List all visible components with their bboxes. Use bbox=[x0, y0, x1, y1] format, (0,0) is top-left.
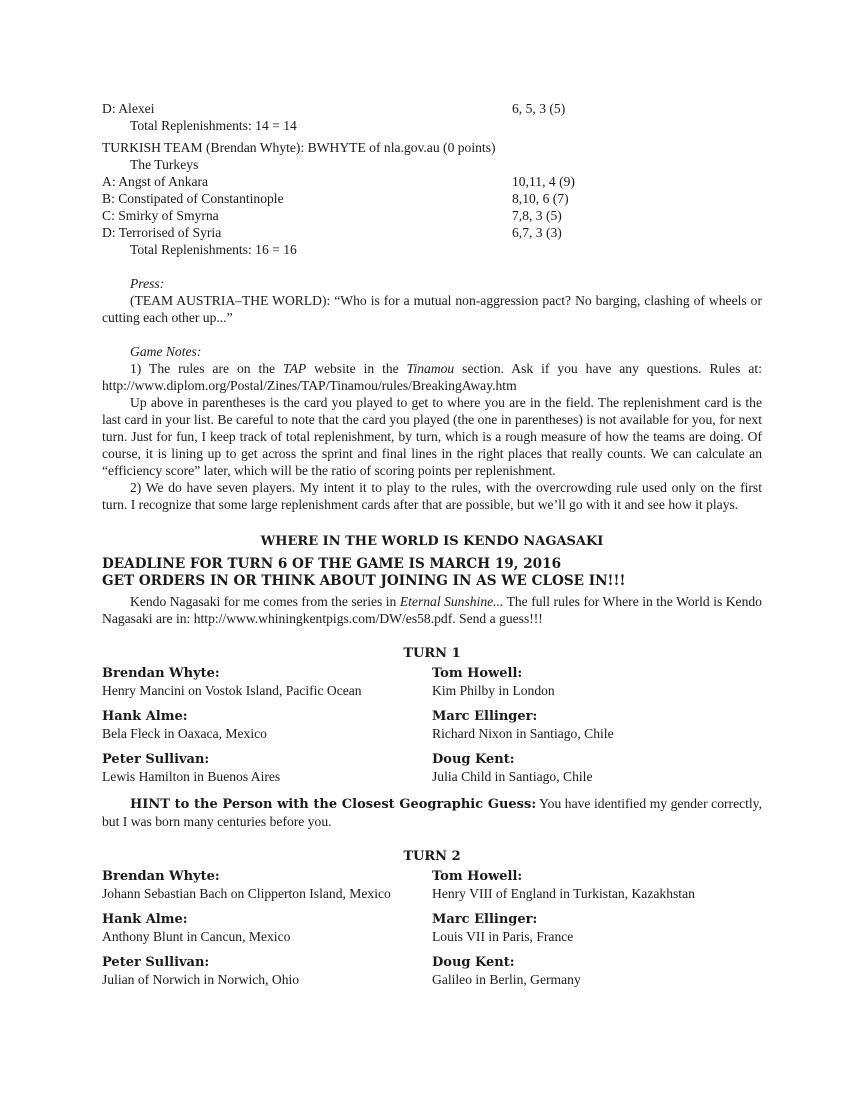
guess-entry bbox=[432, 708, 762, 742]
rider-label: D: Alexei bbox=[102, 101, 155, 116]
rider-label: B: Constipated of Constantinople bbox=[102, 191, 284, 206]
player-name: Marc Ellinger: bbox=[432, 709, 538, 724]
guess-text: Bela Fleck in Oaxaca, Mexico bbox=[102, 726, 267, 741]
player-name: Tom Howell: bbox=[432, 869, 523, 884]
guess-entry bbox=[432, 751, 762, 785]
guess-text: Henry VIII of England in Turkistan, Kazakhstan bbox=[432, 886, 695, 901]
rider-value: 10,11, 4 (9) bbox=[512, 174, 575, 189]
note-tinamou: Tinamou bbox=[406, 361, 455, 376]
press-text: (TEAM AUSTRIA–THE WORLD): “Who is for a mutual non-aggression pact? No barging, clashing of wheels or cutting each other up...” bbox=[102, 293, 762, 325]
guess-entry bbox=[102, 868, 432, 902]
turn-2-title: TURN 2 bbox=[403, 849, 461, 864]
rider-value: 8,10, 6 (7) bbox=[512, 191, 569, 206]
guess-text: Johann Sebastian Bach on Clipperton Island, Mexico bbox=[102, 886, 391, 901]
player-name: Hank Alme: bbox=[102, 912, 188, 927]
guess-text: Julia Child in Santiago, Chile bbox=[432, 769, 593, 784]
turkish-team-name: The Turkeys bbox=[130, 157, 199, 172]
rider-label: C: Smirky of Smyrna bbox=[102, 208, 219, 223]
guess-entry bbox=[432, 665, 762, 699]
guess-text: Lewis Hamilton in Buenos Aires bbox=[102, 769, 281, 784]
total-replenishments: Total Replenishments: 14 = 14 bbox=[130, 118, 297, 133]
player-name: Brendan Whyte: bbox=[102, 666, 220, 681]
player-name: Tom Howell: bbox=[432, 666, 523, 681]
intro-text: The full rules for Where in the World is Kendo Nagasaki are in: http://www.whiningkentpigs.com/DW/es58.pdf. Send a guess!!! bbox=[102, 594, 762, 626]
hint-text: You have identified my gender correctly, but I was born many centuries before you. bbox=[102, 796, 762, 829]
guess-entry bbox=[102, 954, 432, 988]
deadline-line: DEADLINE FOR TURN 6 OF THE GAME IS MARCH 19, 2016 bbox=[102, 556, 562, 572]
turn-2-guesses bbox=[102, 868, 762, 988]
note-text: 1) The rules are on the bbox=[130, 361, 284, 376]
turn-1-guesses bbox=[102, 665, 762, 785]
press-title: Press: bbox=[130, 276, 165, 291]
guess-text: Julian of Norwich in Norwich, Ohio bbox=[102, 972, 300, 987]
player-name: Peter Sullivan: bbox=[102, 955, 210, 970]
intro-series: Eternal Sunshine... bbox=[399, 594, 504, 609]
player-name: Marc Ellinger: bbox=[432, 912, 538, 927]
intro-text: Kendo Nagasaki for me comes from the series in bbox=[130, 594, 400, 609]
guess-text: Richard Nixon in Santiago, Chile bbox=[432, 726, 614, 741]
notes-title: Game Notes: bbox=[130, 344, 202, 359]
note-1 bbox=[102, 360, 762, 394]
note-tap: TAP bbox=[283, 361, 307, 376]
rider-row bbox=[102, 224, 762, 241]
rider-value: 7,8, 3 (5) bbox=[512, 208, 562, 223]
hint bbox=[102, 795, 762, 830]
note-rules-link: section. Ask if you have any questions. Rules at: http://www.diplom.org/Postal/Zines/TAP/Tinamou/rules/BreakingAway.htm bbox=[102, 361, 762, 393]
player-name: Brendan Whyte: bbox=[102, 869, 220, 884]
player-name: Hank Alme: bbox=[102, 709, 188, 724]
guess-text: Kim Philby in London bbox=[432, 683, 555, 698]
rider-label: A: Angst of Ankara bbox=[102, 174, 209, 189]
total-replenishments: Total Replenishments: 16 = 16 bbox=[130, 242, 297, 257]
guess-entry bbox=[432, 868, 762, 902]
player-name: Doug Kent: bbox=[432, 752, 515, 767]
guess-entry bbox=[102, 665, 432, 699]
note-paragraph: Up above in parentheses is the card you played to get to where you are in the field. The replenishment card is the last card in your list. Be careful to note that the card you played (the one in parentheses) is not available for you, for next turn. Just for fun, I keep track of total replenishment, by turn, which is a rough measure of how the teams are doing. Of course, it is lining up to get across the sprint and final lines in the right places that really counts. We can calculate an “efficiency score” later, which will be the ratio of scoring points per replenishment. bbox=[102, 395, 762, 478]
player-name: Peter Sullivan: bbox=[102, 752, 210, 767]
turkish-team-header: TURKISH TEAM (Brendan Whyte): BWHYTE of nla.gov.au (0 points) bbox=[102, 140, 496, 155]
deadline-line: GET ORDERS IN OR THINK ABOUT JOINING IN AS WE CLOSE IN!!! bbox=[102, 573, 626, 589]
guess-text: Henry Mancini on Vostok Island, Pacific Ocean bbox=[102, 683, 362, 698]
guess-entry bbox=[102, 911, 432, 945]
guess-entry bbox=[432, 954, 762, 988]
guess-entry bbox=[102, 708, 432, 742]
guess-text: Louis VII in Paris, France bbox=[432, 929, 574, 944]
rider-label: D: Terrorised of Syria bbox=[102, 225, 222, 240]
guess-entry bbox=[432, 911, 762, 945]
note-2: 2) We do have seven players. My intent it to play to the rules, with the overcrowding rule used only on the first turn. I recognize that some large replenishment cards after that are possible, but we’ll go with it and see how it plays. bbox=[102, 480, 762, 512]
document-page bbox=[102, 100, 762, 988]
guess-entry bbox=[102, 751, 432, 785]
rider-row bbox=[102, 190, 762, 207]
rider-value: 6, 5, 3 (5) bbox=[512, 101, 566, 116]
rider-value: 6,7, 3 (3) bbox=[512, 225, 562, 240]
guess-text: Anthony Blunt in Cancun, Mexico bbox=[102, 929, 291, 944]
guess-text: Galileo in Berlin, Germany bbox=[432, 972, 581, 987]
kendo-title: WHERE IN THE WORLD IS KENDO NAGASAKI bbox=[260, 534, 604, 549]
turn-1-title: TURN 1 bbox=[403, 646, 461, 661]
note-text: website in the bbox=[306, 361, 407, 376]
rider-row-alexei bbox=[102, 100, 762, 117]
rider-row bbox=[102, 207, 762, 224]
player-name: Doug Kent: bbox=[432, 955, 515, 970]
rider-row bbox=[102, 173, 762, 190]
hint-label: HINT to the Person with the Closest Geographic Guess: bbox=[130, 797, 537, 812]
kendo-intro bbox=[102, 593, 762, 627]
